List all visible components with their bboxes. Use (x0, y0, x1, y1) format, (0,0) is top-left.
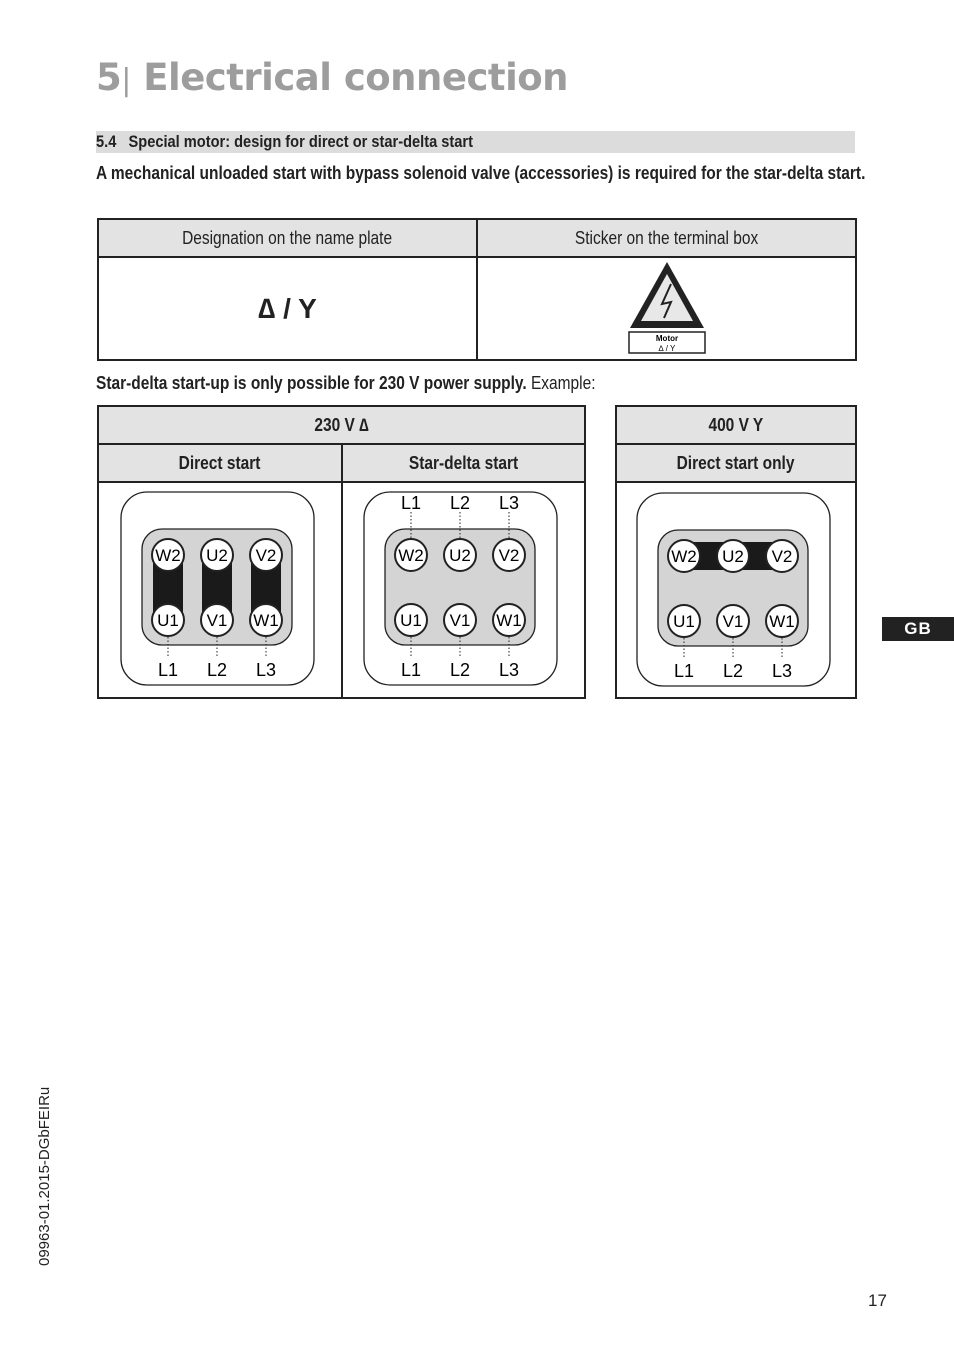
diagram-star (616, 482, 856, 698)
supply-label: L2 (206, 660, 227, 680)
language-tab-gb: GB (882, 617, 954, 641)
designation-table (97, 218, 857, 361)
header-sticker: Sticker on the terminal box (477, 219, 856, 257)
supply-label: L1 (401, 493, 422, 513)
terminal-label: V2 (255, 546, 277, 565)
supply-label: L3 (499, 493, 520, 513)
terminal-label: V1 (449, 611, 471, 630)
supply-label: L3 (499, 660, 520, 680)
terminal-sticker (477, 257, 856, 360)
intro-text: A mechanical unloaded start with bypass solenoid valve (accessories) is required for the star-delta start. (96, 163, 866, 183)
supply-label: L1 (401, 660, 422, 680)
terminal-label: W1 (496, 611, 522, 630)
terminal-label: U1 (156, 611, 179, 630)
terminal-label: V1 (722, 612, 744, 631)
terminal-label: W2 (671, 547, 697, 566)
header-direct-start-only: Direct start only (616, 444, 856, 482)
sticker-text-symbol: ∆ / Y (658, 344, 675, 353)
terminal-label: W2 (398, 546, 424, 565)
terminal-label: V2 (771, 547, 793, 566)
terminal-label: U2 (205, 546, 228, 565)
sticker-text-motor: Motor (655, 334, 678, 343)
supply-label: L2 (450, 493, 471, 513)
terminal-label: U1 (400, 611, 423, 630)
supply-label: L3 (255, 660, 276, 680)
supply-label: L2 (450, 660, 471, 680)
supply-label: L2 (722, 661, 744, 681)
table-400v (615, 405, 857, 699)
diagram-direct-start (98, 482, 342, 698)
header-direct-start: Direct start (98, 444, 342, 482)
terminal-label: U2 (449, 546, 472, 565)
header-designation: Designation on the name plate (98, 219, 477, 257)
section-heading: 5.4 Special motor: design for direct or star-delta start (96, 131, 855, 153)
header-star-delta-start: Star-delta start (342, 444, 586, 482)
page-number: 17 (868, 1291, 887, 1310)
terminal-label: W1 (253, 611, 279, 630)
note-text: Star-delta start-up is only possible for 230 V power supply. Example: (96, 373, 596, 393)
supply-label: L1 (673, 661, 695, 681)
table-230v (97, 405, 586, 699)
high-voltage-warning-icon (627, 258, 707, 354)
terminal-label: W1 (769, 612, 795, 631)
supply-label: L1 (157, 660, 178, 680)
header-230v: 230 V ∆ (98, 406, 585, 444)
terminal-label: V1 (206, 611, 228, 630)
diagram-star-delta-start (342, 482, 586, 698)
terminal-label: U1 (673, 612, 695, 631)
supply-label: L3 (771, 661, 793, 681)
designation-symbol: ∆ / Y (98, 257, 477, 360)
page-title: 5| Electrical connection (96, 56, 569, 99)
terminal-label: U2 (722, 547, 744, 566)
document-code: 09963-01.2015-DGbFEIRu (36, 1086, 53, 1266)
header-400v: 400 V Y (616, 406, 856, 444)
terminal-label: V2 (498, 546, 520, 565)
terminal-label: W2 (155, 546, 181, 565)
